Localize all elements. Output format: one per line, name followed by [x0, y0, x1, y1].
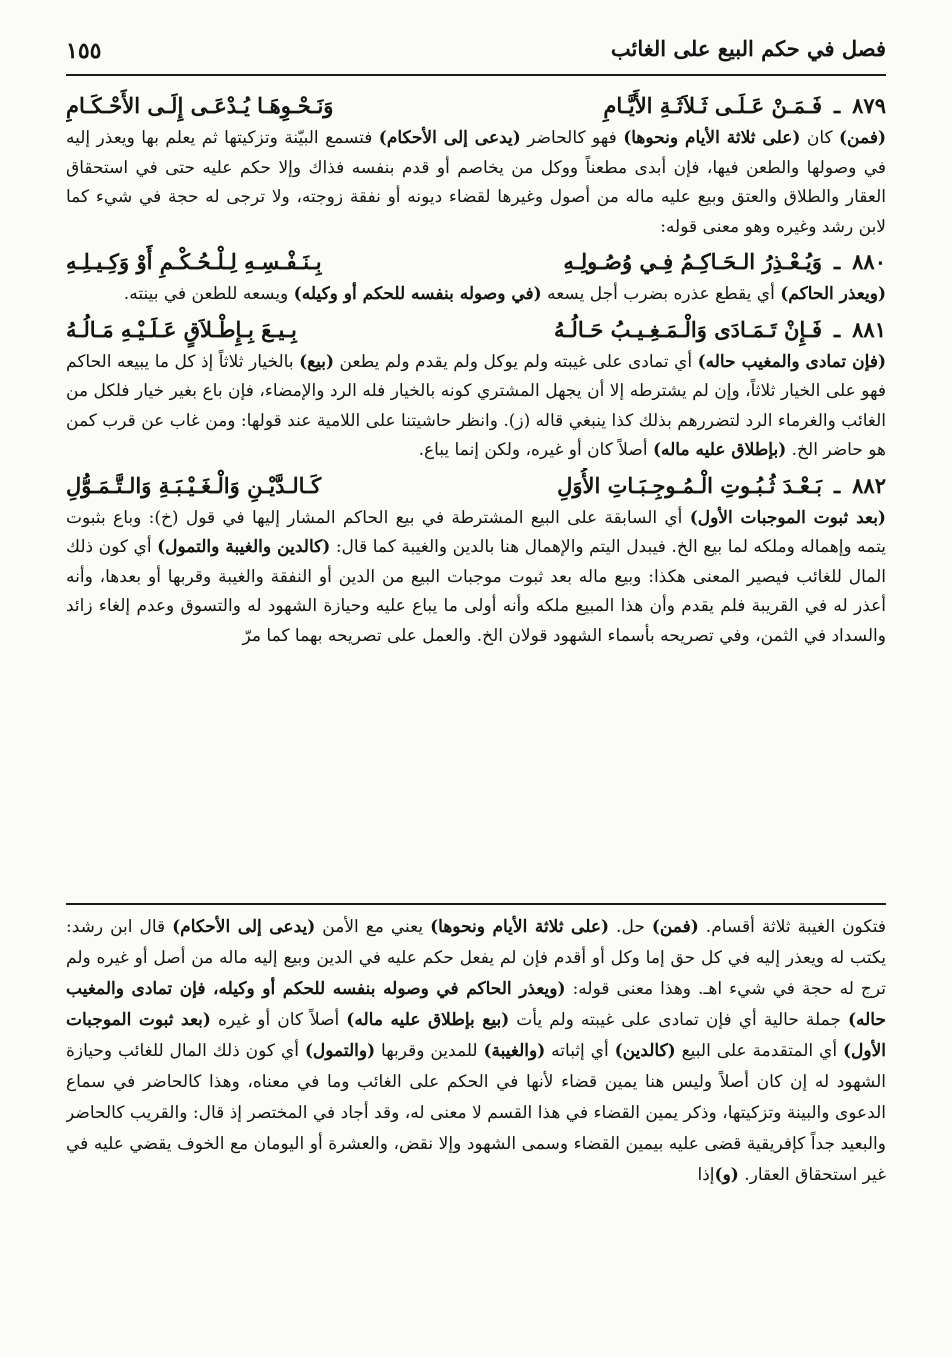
footnote-text: قال ابن رشد: يكتب له ويعذر إليه في كل حق إما وكل أو أقدم فإن لم يفعل حكم عليه في الدين وبيع إليه ماله من أصل أو غيره ولم ترج له حجة في شيء اهـ. وهذا معنى قوله: — [66, 917, 886, 999]
footnote-quote: (كالدين) — [614, 1041, 676, 1061]
verse-dash: ـ — [834, 316, 841, 342]
commentary-text: أي تمادى على غيبته ولم يوكل ولم يقدم ولم يطعن — [334, 351, 698, 372]
commentary-text: ويسعه للطعن في بينته. — [123, 284, 294, 304]
commentary-text: أي كون ذلك المال للغائب فيصير المعنى هكذا: وبيع ماله بعد ثبوت موجبات البيع من الدين أو النفقة والغيبة وقربها أو بعدها، وأنه أعذر له في القريبة فلم يقدم وأن هذا المبيع ملكه وأنه أولى ما يباع عليه وحيازة الشهود له والتسوق وعدم إلغاء زائد والسداد في الثمن، وفي تصريحه بأسماء الشهود قولان الخ. والعمل على تصريحه بهما كما مرّ — [66, 537, 886, 646]
verse-line — [66, 88, 886, 124]
verse-second-hemistich: كَـالـدَّيْـنِ وَالْـغَـيْـبَـةِ وَالـتَّـمَـوُّلِ — [66, 472, 322, 498]
footnote-quote: (على ثلاثة الأيام ونحوها) — [430, 917, 610, 937]
footnote-quote: (والتمول) — [304, 1041, 376, 1061]
commentary-text: فهو كالحاضر — [520, 128, 624, 148]
commentary-paragraph — [66, 504, 886, 652]
verse-first-hemistich: بَـعْـدَ ثُـبُـوتِ الْـمُـوجِـبَـاتِ الأُوَلِ — [557, 472, 822, 498]
footnote-text: جملة حالية أي فإن تمادى على غيبته ولم يأت — [509, 1010, 848, 1030]
quoted-verse-text: (يدعى إلى الأحكام) — [378, 128, 521, 148]
footnote-paragraph — [66, 912, 886, 1191]
verse-number: ٨٨١ — [852, 316, 886, 342]
commentary-paragraph — [66, 280, 886, 310]
verse-first-hemistich: فَـمَـنْ عَـلَـى ثَـلاَثَـةِ الأَيَّـامِ — [603, 93, 822, 118]
verse-dash: ـ — [834, 249, 841, 274]
quoted-verse-text: (بعد ثبوت الموجبات الأول) — [689, 507, 886, 528]
quoted-verse-text: (كالدين والغيبة والتمول) — [157, 537, 331, 557]
footnote-quote: (يدعى إلى الأحكام) — [172, 917, 316, 937]
verse-dash: ـ — [834, 93, 841, 118]
footnote-quote: (و) — [714, 1165, 739, 1185]
footnote-text: فتكون الغيبة ثلاثة أقسام. — [698, 917, 886, 937]
running-title: فصل في حكم البيع على الغائب — [610, 36, 886, 61]
verse-first-hemistich: فَـإِنْ تَـمَـادَى وَالْـمَـغِـيـبُ حَـالُـهُ — [554, 316, 822, 342]
verse-second-hemistich: وَنَـحْـوِهَـا يُـدْعَـى إِلَـى الأَحْـكَـامِ — [66, 93, 334, 118]
footnote-text: يعني مع الأمن — [315, 917, 431, 937]
quoted-verse-text: (ويعذر الحاكم) — [780, 284, 886, 304]
page-header — [66, 24, 886, 72]
footnote-text: أي المتقدمة على البيع — [675, 1041, 843, 1061]
commentary-paragraph — [66, 348, 886, 466]
page-number: ١٥٥ — [66, 38, 102, 64]
footnote-quote: (فمن) — [651, 917, 699, 937]
footnote-quote: (ويعذر الحاكم في وصوله بنفسه للحكم أو وكيله، فإن تمادى والمغيب حاله) — [66, 979, 886, 1030]
quoted-verse-text: (بإطلاق عليه ماله) — [652, 440, 787, 460]
footnote-text: أي إثباته — [545, 1041, 615, 1061]
footnote-text: حل. — [609, 917, 652, 937]
commentary-text: فتسمع البيّنة وتزكيتها ثم يعلم بها ويعذر إليه في وصولها والطعن فيها، فإن أبدى مطعناً ووكل من يخاصم أو قدم بنفسه فذاك وإلا حكم عليه حتى في استحقاق العقار والطلاق والعتق وبيع عليه ماله من أصول وغيرها لقضاء ديونه أو نفقة زوجته، ولا ترجى له حجة في شيء كما لابن رشد وغيره وهو معنى قوله: — [66, 128, 886, 237]
footnote-area — [66, 912, 886, 1324]
quoted-verse-text: (بيع) — [299, 351, 335, 372]
quoted-verse-text: (على ثلاثة الأيام ونحوها) — [623, 128, 801, 148]
main-text — [66, 88, 886, 894]
verse-line — [66, 312, 886, 348]
footnote-text: للمدين وقربها — [375, 1041, 484, 1061]
quoted-verse-text: (فإن تمادى والمغيب حاله) — [697, 351, 886, 372]
verse-line — [66, 244, 886, 280]
footnote-rule — [66, 903, 886, 905]
verse-line — [66, 468, 886, 504]
verse-second-hemistich: بِـنَـفْـسِـهِ لِـلْـحُـكْـمِ أَوْ وَكِـيـلِـهِ — [66, 249, 322, 274]
verse-number: ٨٨٢ — [852, 472, 886, 498]
commentary-text: كان — [800, 128, 840, 148]
verse-dash: ـ — [834, 472, 841, 498]
commentary-text: أي السابقة على البيع المشترطة في بيع الحاكم المشار إليها في قول (خ): وباع بثبوت يتمه وإهماله وملكه لما بيع الخ. فيبدل اليتم والإهمال هنا بالدين والغيبة كما قال: — [66, 507, 886, 557]
footnote-text: أي كون ذلك المال للغائب وحيازة الشهود له إن كان أصلاً وليس هنا يمين قضاء لأنها في الحكم على الغائب وما في معناه، وهذا كالحاضر في سماع الدعوى والبينة وتزكيتها، وذكر يمين القضاء في هذا القسم لا معنى له، وقد أجاد في المختصر إذ قال: والقريب كالحاضر والبعيد جداً كإفريقية قضى عليه بيمين القضاء وسمى الشهود وإلا نقض، والعشرة أو اليومان مع الخوف يقضي عليه في غير استحقاق العقار. — [66, 1041, 886, 1185]
commentary-text: أي يقطع عذره بضرب أجل يسعه — [541, 284, 781, 304]
commentary-paragraph — [66, 124, 886, 242]
verse-second-hemistich: بِـيـعَ بِـإِطْـلاَقٍ عَـلَـيْـهِ مَـالُـهُ — [66, 316, 297, 342]
verse-number: ٨٧٩ — [852, 93, 886, 118]
footnote-quote: (والغيبة) — [483, 1041, 546, 1061]
commentary-text: أصلاً كان أو غيره، ولكن إنما يباع. — [418, 440, 653, 460]
quoted-verse-text: (في وصوله بنفسه للحكم أو وكيله) — [293, 284, 542, 304]
verse-first-hemistich: وَيُـعْـذِرُ الـحَـاكِـمُ فِـي وُصُـولِـهِ — [563, 249, 822, 274]
footnote-quote: (بعد ثبوت الموجبات الأول) — [66, 1010, 886, 1061]
footnote-text: إذا — [697, 1165, 715, 1185]
header-rule — [66, 74, 886, 76]
quoted-verse-text: (فمن) — [839, 128, 886, 148]
footnote-quote: (بيع بإطلاق عليه ماله) — [346, 1010, 510, 1030]
commentary-text: بالخيار ثلاثاً إذ كل ما يبيعه الحاكم فهو على الخيار ثلاثاً، وإن لم يشترطه إلا أن يجهل المشتري كونه بالخيار فله الرد والإمضاء، فإن باع بغير خيار فلكل من الغائب والغرماء الرد لتضررهم بذلك كذا ينبغي قاله (ز). وانظر حاشيتنا على اللامية عند قولها: ومن غاب عن قرب كمن هو حاضر الخ. — [66, 351, 886, 460]
footnote-text: أصلاً كان أو غيره — [210, 1010, 347, 1030]
verse-number: ٨٨٠ — [852, 249, 886, 274]
